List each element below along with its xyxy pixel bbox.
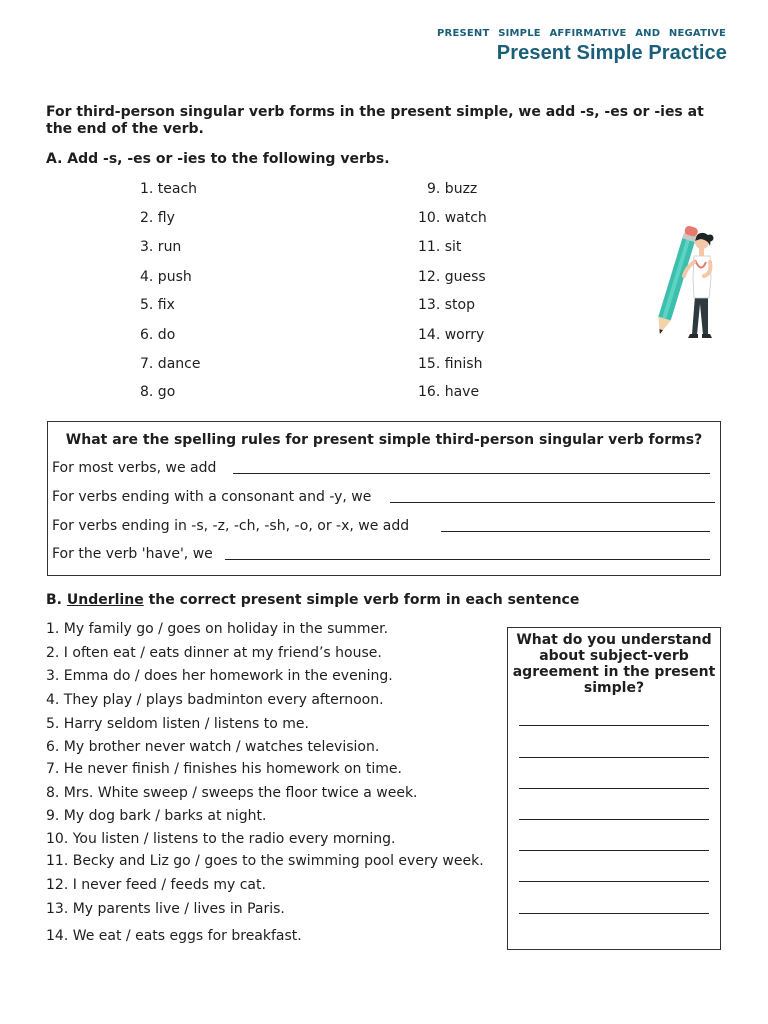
verb-item: 15. finish bbox=[418, 356, 483, 372]
girl-with-pencil-illustration bbox=[648, 224, 720, 348]
sentence-item[interactable]: 3. Emma do / does her homework in the evening. bbox=[46, 668, 393, 684]
verb-item: 7. dance bbox=[140, 356, 201, 372]
sentence-item[interactable]: 14. We eat / eats eggs for breakfast. bbox=[46, 928, 302, 944]
sentence-item[interactable]: 11. Becky and Liz go / goes to the swimming pool every week. bbox=[46, 853, 484, 869]
verb-item: 14. worry bbox=[418, 327, 485, 343]
subject-verb-agreement-box bbox=[507, 627, 721, 950]
sentence-item[interactable]: 13. My parents live / lives in Paris. bbox=[46, 901, 285, 917]
verb-item: 11. sit bbox=[418, 239, 462, 255]
rule-label: For the verb 'have', we bbox=[52, 546, 213, 562]
pencil-group bbox=[654, 225, 699, 336]
page-title: Present Simple Practice bbox=[496, 42, 727, 64]
rule-label: For verbs ending with a consonant and -y, we bbox=[52, 489, 372, 505]
neck-shape bbox=[699, 248, 704, 256]
subject-verb-agreement-question: What do you understand about subject-verb agreement in the present simple? bbox=[512, 632, 716, 696]
answer-blank-line[interactable] bbox=[519, 881, 709, 882]
answer-blank-line[interactable] bbox=[519, 788, 709, 789]
sentence-item[interactable]: 6. My brother never watch / watches television. bbox=[46, 739, 380, 755]
verb-item: 12. guess bbox=[418, 269, 486, 285]
verb-item: 10. watch bbox=[418, 210, 487, 226]
spelling-rules-question: What are the spelling rules for present simple third-person singular verb forms? bbox=[65, 432, 703, 448]
answer-blank-line[interactable] bbox=[233, 473, 710, 474]
section-b-underlined-word: Underline bbox=[66, 592, 144, 608]
rule-label: For verbs ending in -s, -z, -ch, -sh, -o, or -x, we add bbox=[52, 518, 410, 534]
sentence-item[interactable]: 1. My family go / goes on holiday in the summer. bbox=[46, 621, 389, 637]
answer-blank-line[interactable] bbox=[519, 725, 709, 726]
legs-shape bbox=[692, 296, 708, 335]
verb-item: 6. do bbox=[140, 327, 176, 343]
section-a-heading: A. Add -s, -es or -ies to the following verbs. bbox=[46, 151, 390, 167]
answer-blank-line[interactable] bbox=[225, 559, 710, 560]
sentence-item[interactable]: 12. I never feed / feeds my cat. bbox=[46, 877, 266, 893]
answer-blank-line[interactable] bbox=[519, 913, 709, 914]
section-b-heading bbox=[46, 592, 579, 608]
verb-item: 3. run bbox=[140, 239, 182, 255]
verb-item: 5. fix bbox=[140, 297, 175, 313]
sentence-item[interactable]: 2. I often eat / eats dinner at my friend’s house. bbox=[46, 645, 382, 661]
sentence-item[interactable]: 7. He never finish / finishes his homework on time. bbox=[46, 761, 402, 777]
section-b-heading-rest: the correct present simple verb form in each sentence bbox=[148, 592, 580, 608]
right-shoe-shape bbox=[702, 334, 712, 338]
sentence-item[interactable]: 4. They play / plays badminton every afternoon. bbox=[46, 692, 384, 708]
verb-item: 16. have bbox=[418, 384, 480, 400]
section-b-prefix: B. bbox=[46, 592, 62, 608]
answer-blank-line[interactable] bbox=[519, 819, 709, 820]
hair-bun-shape bbox=[707, 235, 714, 242]
sentence-item[interactable]: 9. My dog bark / barks at night. bbox=[46, 808, 267, 824]
left-shoe-shape bbox=[688, 334, 698, 338]
verb-item: 9. buzz bbox=[427, 181, 478, 197]
sentence-item[interactable]: 10. You listen / listens to the radio every morning. bbox=[46, 831, 396, 847]
pencil-illustration-svg bbox=[648, 224, 720, 348]
answer-blank-line[interactable] bbox=[390, 502, 715, 503]
sentence-item[interactable]: 5. Harry seldom listen / listens to me. bbox=[46, 716, 309, 732]
verb-item: 4. push bbox=[140, 269, 192, 285]
verb-item: 1. teach bbox=[140, 181, 198, 197]
sentence-item[interactable]: 8. Mrs. White sweep / sweeps the floor twice a week. bbox=[46, 785, 418, 801]
pencil-highlight bbox=[662, 238, 690, 319]
intro-text: For third-person singular verb forms in the present simple, we add -s, -es or -ies at the end of the verb. bbox=[46, 104, 704, 137]
verb-item: 13. stop bbox=[418, 297, 475, 313]
page-subtitle: PRESENT SIMPLE AFFIRMATIVE AND NEGATIVE bbox=[437, 28, 726, 39]
answer-blank-line[interactable] bbox=[519, 757, 709, 758]
verb-item: 2. fly bbox=[140, 210, 175, 226]
answer-blank-line[interactable] bbox=[519, 850, 709, 851]
rule-label: For most verbs, we add bbox=[52, 460, 217, 476]
spelling-rules-box bbox=[47, 421, 721, 576]
answer-blank-line[interactable] bbox=[441, 531, 710, 532]
verb-item: 8. go bbox=[140, 384, 176, 400]
